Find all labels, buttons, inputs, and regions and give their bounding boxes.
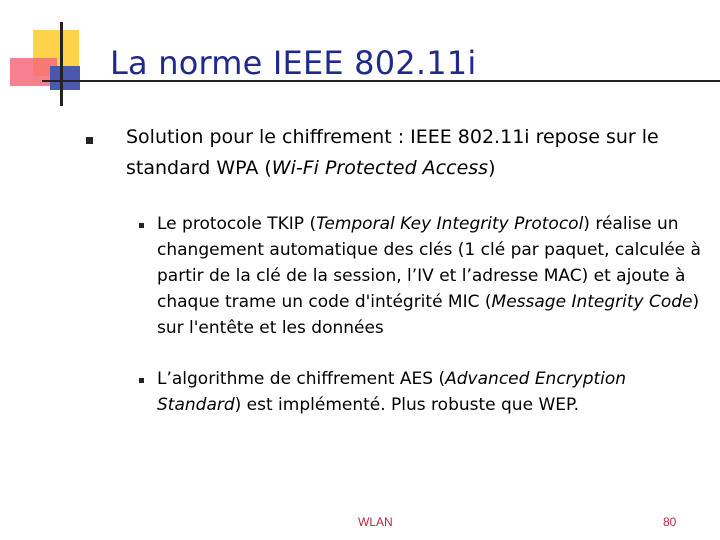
decor-blue-square xyxy=(50,66,80,90)
sub-bullet-text-aes: L’algorithme de chiffrement AES (Advanced Encryption Standard) est implémenté. Plus robuste que WEP. xyxy=(157,369,627,415)
bullet-square-icon xyxy=(86,137,93,144)
footer-label: WLAN xyxy=(358,515,393,529)
sub-bullet-square-icon xyxy=(139,378,144,383)
page-number: 80 xyxy=(663,515,677,529)
sub-bullet-text-tkip: Le protocole TKIP (Temporal Key Integrity Protocol) réalise un changement automatique des clés (1 clé par paquet, calculée à partir de la clé de la session, l’IV et l’adresse MAC) et ajoute à chaque trame un code d'intégrité MIC (Message Integrity Code) sur l'entête et les données xyxy=(157,214,701,338)
slide-title: La norme IEEE 802.11i xyxy=(110,44,477,82)
bullet-text-main: Solution pour le chiffrement : IEEE 802.11i repose sur le standard WPA (Wi-Fi Protected Access) xyxy=(126,126,659,179)
decor-vertical-line xyxy=(60,22,63,106)
sub-bullet-square-icon xyxy=(139,223,144,228)
